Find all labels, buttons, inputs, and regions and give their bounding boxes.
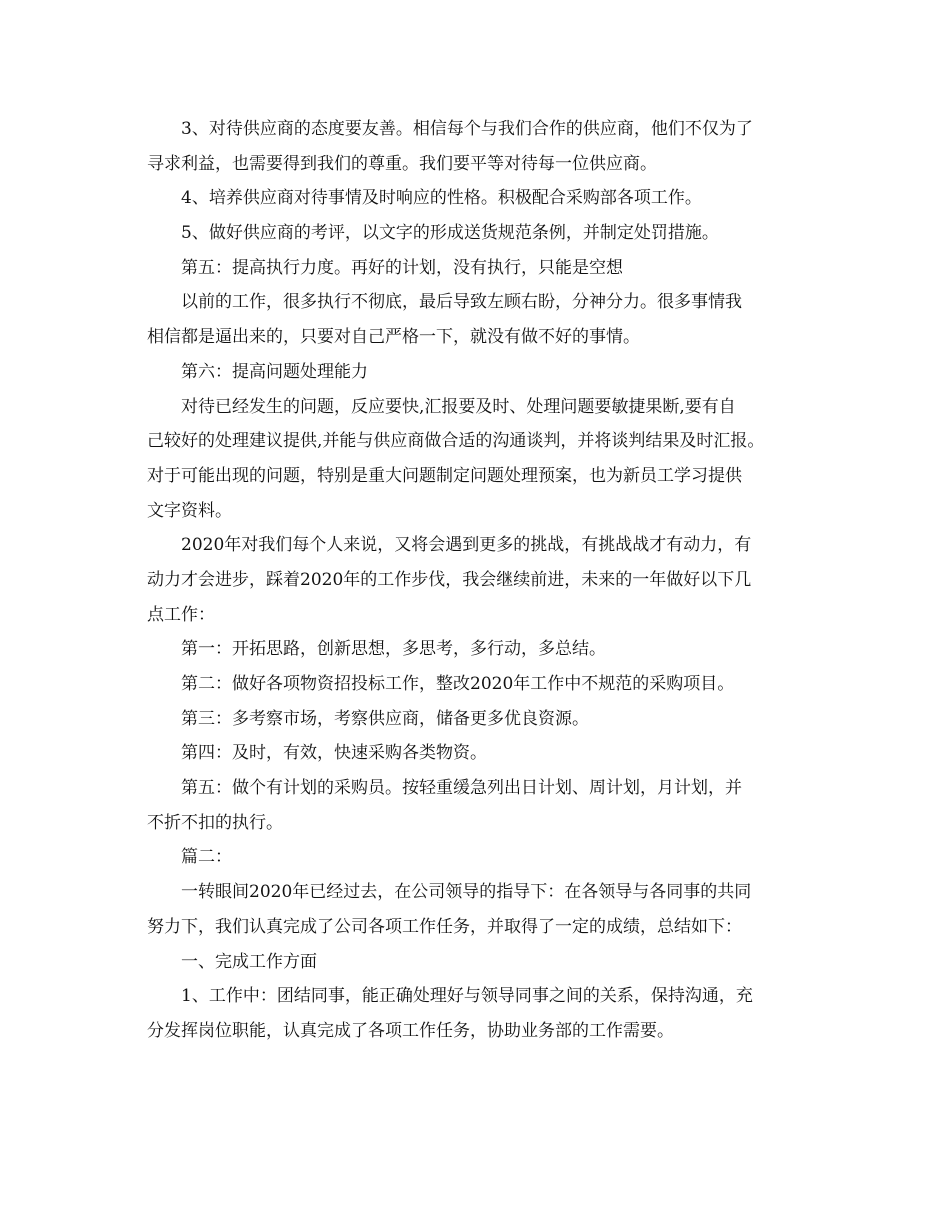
text-line: 对待已经发生的问题，反应要快,汇报要及时、处理问题要敏捷果断,要有自 — [181, 396, 736, 417]
text-line: 以前的工作，很多执行不彻底，最后导致左顾右盼，分神分力。很多事情我 — [181, 292, 742, 313]
text-line: 动力才会进步，踩着2020年的工作步伐，我会继续前进，未来的一年做好以下几 — [147, 569, 752, 590]
text-line: 第四：及时，有效，快速采购各类物资。 — [181, 743, 487, 764]
text-line: 对于可能出现的问题，特别是重大问题制定问题处理预案，也为新员工学习提供 — [147, 465, 742, 486]
text-line: 2020年对我们每个人来说，又将会遇到更多的挑战，有挑战战才有动力，有 — [181, 535, 752, 556]
text-line: 相信都是逼出来的，只要对自己严格一下，就没有做不好的事情。 — [147, 327, 640, 348]
text-line: 第二：做好各项物资招投标工作，整改2020年工作中不规范的采购项目。 — [181, 674, 735, 694]
document-body — [147, 112, 827, 1049]
text-line: 己较好的处理建议提供,并能与供应商做合适的沟通谈判，并将谈判结果及时汇报。 — [147, 431, 765, 452]
text-line: 寻求利益，也需要得到我们的尊重。我们要平等对待每一位供应商。 — [147, 153, 657, 174]
section-heading: 一、完成工作方面 — [181, 951, 317, 972]
text-line: 第三：多考察市场，考察供应商，储备更多优良资源。 — [181, 708, 589, 729]
text-line: 文字资料。 — [147, 500, 232, 521]
text-line: 一转眼间2020年已经过去，在公司领导的指导下：在各领导与各同事的共同 — [181, 882, 752, 903]
text-line: 不折不扣的执行。 — [147, 812, 283, 833]
text-line: 1、工作中：团结同事，能正确处理好与领导同事之间的关系，保持沟通，充 — [181, 986, 753, 1007]
text-line: 点工作： — [147, 604, 215, 625]
section-heading: 篇二： — [181, 847, 232, 868]
text-line: 5、做好供应商的考评，以文字的形成送货规范条例，并制定处罚措施。 — [181, 223, 719, 244]
section-heading: 第五：提高执行力度。再好的计划，没有执行，只能是空想 — [181, 257, 623, 278]
text-line: 第一：开拓思路，创新思想，多思考，多行动，多总结。 — [181, 639, 606, 660]
text-line: 第五：做个有计划的采购员。按轻重缓急列出日计划、周计划，月计划，并 — [181, 778, 742, 799]
text-line: 分发挥岗位职能，认真完成了各项工作任务，协助业务部的工作需要。 — [147, 1020, 674, 1041]
text-line: 4、培养供应商对待事情及时响应的性格。积极配合采购部各项工作。 — [181, 188, 702, 209]
text-line: 3、对待供应商的态度要友善。相信每个与我们合作的供应商，他们不仅为了 — [181, 119, 753, 139]
section-heading: 第六：提高问题处理能力 — [181, 361, 368, 382]
text-line: 努力下，我们认真完成了公司各项工作任务，并取得了一定的成绩，总结如下： — [147, 916, 742, 937]
